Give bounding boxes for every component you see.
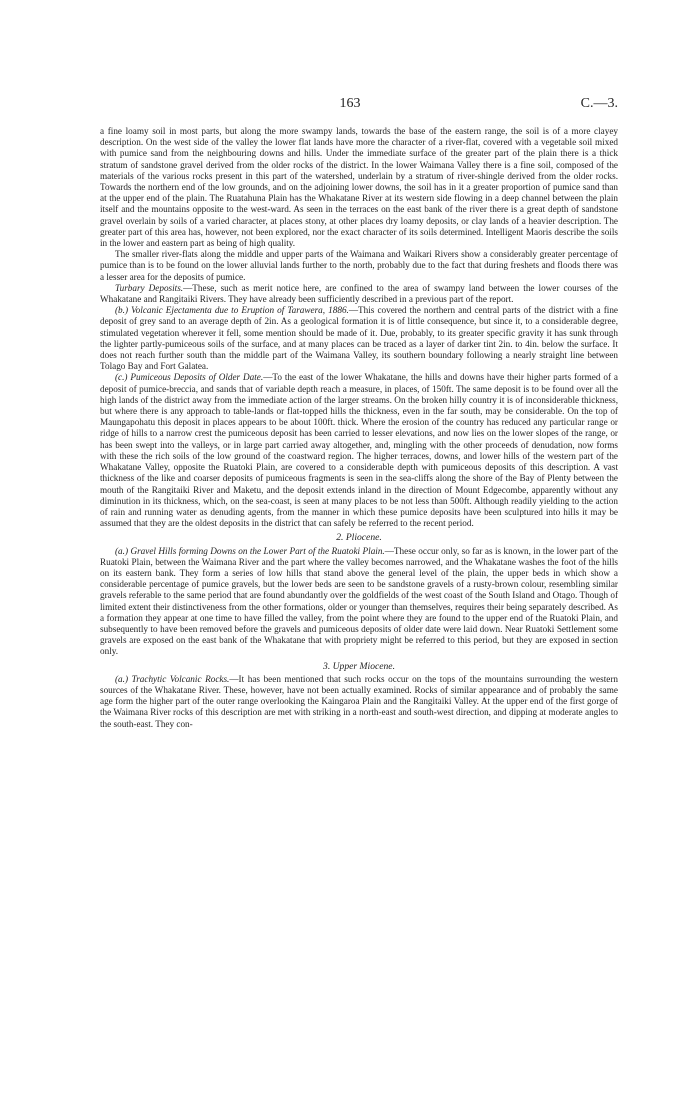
paragraph-lead: (c.) Pumiceous Deposits of Older Date.: [115, 372, 264, 383]
section-heading-upper-miocene: 3. Upper Miocene.: [323, 660, 395, 672]
paragraph: Turbary Deposits.—These, such as merit notice here, are confined to the area of swampy land between the lower courses of the Whakatane and Rangitaiki Rivers. They have already been sufficiently described in a previous part of the report.: [100, 282, 618, 305]
section-heading-pliocene: 2. Pliocene.: [336, 532, 382, 544]
paragraph: (c.) Pumiceous Deposits of Older Date.—To the east of the lower Whakatane, the hills and downs have their higher parts formed of a deposit of pumice-breccia, and sands that of variable depth reach a measure, in places, of 150ft. The same deposit is to be found over all the high lands of the district away from the immediate action of the larger streams. On the broken hilly country it is of inconsiderable thickness, but where there is any approach to table-lands or flat-topped hills the thickness, even in the far south, may be considerable. On the top of Maungapohatu this deposit in places appears to be about 100ft. thick. Where the erosion of the country has reduced any particular range or ridge of hills to a narrow crest the pumiceous deposit has been carried to lesser elevations, and now lies on the lower slopes of the range, or has been swept into the valleys, or in large part carried away altogether, and, mingling with the other proceeds of denudation, now forms with these the rich soils of the low ground of the coastward region. The higher terraces, downs, and lower hills of the western part of the Whakatane Valley, opposite the Ruatoki Plain, are covered to a considerable depth with pumiceous deposits of this description. A vast thickness of the like and coarser deposits of pumiceous fragments is seen in the sea-cliffs along the shore of the Bay of Plenty between the mouth of the Rangitaiki River and Maketu, and the deposit extends inland in the direction of Mount Edgecombe, apparently without any diminution in its thickness, which, on the sea-coast, is seen at many places to be not less than 500ft. Although readily yielding to the action of rain and running water as denuding agents, from the manner in which these pumice deposits have been sculptured into hills it may be assumed that they are the oldest deposits in the district that can safely be referred to the recent period.: [100, 372, 618, 529]
paragraph: (a.) Gravel Hills forming Downs on the Lower Part of the Ruatoki Plain.—These occur only, so far as is known, in the lower part of the Ruatoki Plain, between the Waimana River and the part where the valley becomes narrowed, and the Whakatane washes the foot of the hills on its eastern bank. They form a series of low hills that stand above the general level of the plain, the upper beds in which show a considerable percentage of pumice gravels, but the lower beds are seen to be sandstone gravels of a rusty-brown colour, resembling similar gravels referable to the same period that are found abundantly over the goldfields of the west coast of the South Island and Otago. Though of limited extent their distinctiveness from the other formations, older or younger than themselves, requires their being separately described. As a formation they appear at one time to have filled the valley, from the point where they are found to the upper end of the Ruatoki Plain, and subsequently to have been removed before the gravels and pumiceous deposits of older date were laid down. Near Ruatoki Settlement some gravels are exposed on the east bank of the Whakatane that with propriety might be referred to this period, but they are exposed in section only.: [100, 545, 619, 657]
paragraph-lead: (b.) Volcanic Ejectamenta due to Eruption of Tarawera, 1886.: [115, 305, 349, 316]
page-number: 163: [339, 96, 361, 111]
paragraph: The smaller river-flats along the middle and upper parts of the Waimana and Waikari Rivers show a considerably greater percentage of pumice than is to be found on the lower alluvial lands further to the north, probably due to the fact that during freshets and floods there was a lesser area for the deposits of pumice.: [100, 249, 618, 282]
paragraph: a fine loamy soil in most parts, but along the more swampy lands, towards the base of the eastern range, the soil is of a more clayey description. On the west side of the valley the lower flat lands have more the character of a river-flat, covered with a vegetable soil mixed with pumice sand from the neighbouring downs and hills. Under the immediate surface of the greater part of the plain there is a thick stratum of sandstone gravel derived from the older rocks of the district. In the lower Waimana Valley there is a fine soil, composed of the materials of the various rocks present in this part of the watershed, underlain by a stratum of river-shingle derived from the older rocks. Towards the northern end of the low grounds, and on the adjoining lower downs, the soil has in it a greater proportion of pumice sand than at the upper end of the plain. The Ruatahuna Plain has the Whakatane River at its western side flowing in a deep channel between the plain itself and the mountains opposite to the west-ward. As seen in the terraces on the east bank of the river there is a great depth of sandstone gravel overlain by soils of a varied character, at places stony, at other places dry loamy deposits, or clay lands of a heavier description. The greater part of this area has, however, not been explored, nor the exact character of its soils determined. Intelligent Maoris describe the soils in the lower and eastern part as being of high quality.: [100, 126, 618, 249]
paragraph: (b.) Volcanic Ejectamenta due to Eruption of Tarawera, 1886.—This covered the northern and central parts of the district with a fine deposit of grey sand to an average depth of 2in. As a geological formation it is of little consequence, but since it, to a considerable degree, stimulated vegetation wherever it fell, some mention should be made of it. Due, probably, to its greater specific gravity it has sunk through the lighter partly-pumiceous soils of the surface, and at many places can be traced as a layer of darker tint 2in. to 4in. below the surface. It does not reach further south than the middle part of the Waimana Valley, its southern boundary following a nearly straight line between Tolago Bay and Fort Galatea.: [100, 305, 618, 372]
document-reference: C.—3.: [580, 96, 618, 111]
paragraph-lead: (a.) Trachytic Volcanic Rocks.: [115, 673, 230, 684]
paragraph-lead: (a.) Gravel Hills forming Downs on the Lower Part of the Ruatoki Plain.: [115, 545, 385, 556]
body-text: [100, 126, 618, 730]
paragraph-lead: Turbary Deposits.: [115, 282, 184, 293]
paragraph: (a.) Trachytic Volcanic Rocks.—It has been mentioned that such rocks occur on the tops of the mountains surrounding the western sources of the Whakatane River. These, however, have not been actually examined. Rocks of similar appearance and of probably the same age form the higher part of the outer range overlooking the Kaingaroa Plain and the Rangitaiki Valley. At the upper end of the first gorge of the Waimana River rocks of this description are met with striking in a north-east and south-west direction, and dipping at moderate angles to the south-east. They con-: [100, 673, 618, 729]
